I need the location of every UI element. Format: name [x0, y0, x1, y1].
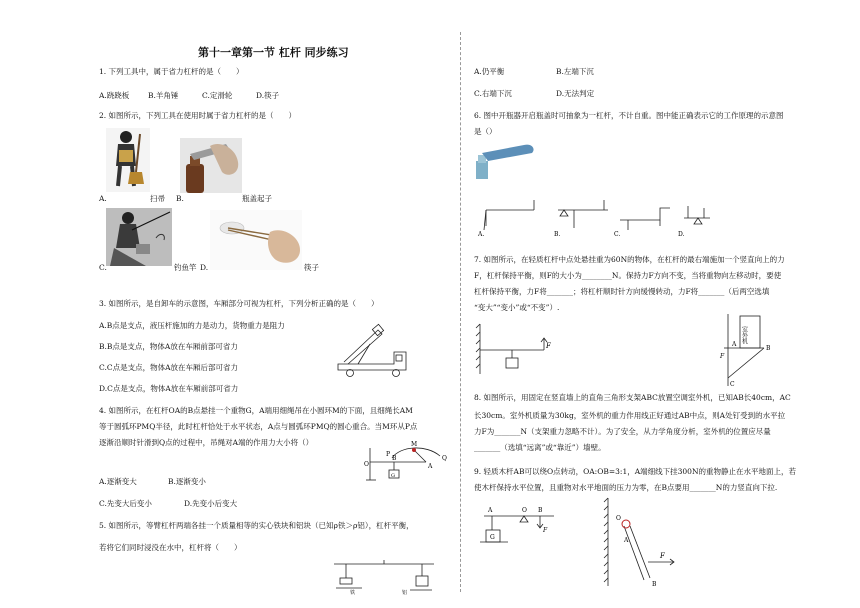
q4-option-d[interactable]: D.先变小后变大 — [184, 499, 238, 508]
q5-option-a[interactable]: A.仍平衡 — [474, 67, 505, 76]
bottle-opener-photo — [180, 138, 242, 193]
q4-option-a[interactable]: A.逐渐变大 — [99, 477, 137, 486]
q5-label-aluminum: 铝 — [402, 590, 408, 596]
q6-option-a-letter[interactable]: A. — [478, 231, 485, 238]
q8-label-b: B — [766, 345, 771, 352]
q5-label-iron: 铁 — [350, 590, 356, 596]
q5-option-b[interactable]: B.左端下沉 — [556, 67, 594, 76]
q4-label-o: O — [364, 461, 369, 468]
column-divider — [460, 32, 461, 592]
q4-label-b: B — [392, 455, 397, 462]
q6-option-c-letter[interactable]: C. — [614, 231, 621, 238]
q9-fig2-label-a: A — [624, 537, 629, 544]
q4-label-m: M — [411, 441, 418, 448]
q7-line-4: “变大”“变小”或“不变”）. — [474, 303, 560, 312]
q1-option-b[interactable]: B.羊角锤 — [148, 91, 179, 100]
q1-stem: 1. 下列工具中，属于省力杠杆的是（ ） — [99, 67, 244, 76]
q8-line-3: 力F为_______N（支架重力忽略不计）。为了安全，从力学角度分析，室外机的位置应尽量 — [474, 427, 771, 436]
q4-label-a: A — [428, 463, 433, 470]
q2-option-b-caption: 瓶盖起子 — [242, 194, 272, 203]
q3-option-a[interactable]: A.B点是支点，液压杆施加的力是动力，货物重力是阻力 — [99, 321, 285, 330]
q2-option-c-caption: 钓鱼竿 — [174, 263, 197, 272]
equal-arm-lever-diagram — [332, 560, 436, 600]
q2-option-d-caption: 筷子 — [304, 263, 319, 272]
q7-line-2: F，杠杆保持平衡，则F的大小为________N。保持力F方向不变，当将重物向左移动时，要使 — [474, 271, 782, 280]
q2-option-d-letter[interactable]: D. — [200, 263, 209, 272]
q2-option-c-letter[interactable]: C. — [99, 263, 107, 272]
q8-line-4: _______（选填“远离”或“靠近”）墙壁。 — [474, 443, 606, 452]
broom-photo — [106, 128, 150, 192]
q1-option-a[interactable]: A.跷跷板 — [99, 91, 130, 100]
q4-label-g: G — [391, 473, 395, 479]
q9-fig2-label-b: B — [652, 581, 657, 588]
q5-line-2: 若将它们同时浸没在水中，杠杆将（ ） — [99, 543, 242, 552]
q5-line-1: 5. 如图所示，等臂杠杆两端各挂一个质量相等的实心铁块和铝块（已知ρ铁＞ρ铝），杠杆平衡， — [99, 521, 414, 530]
q8-line-2: 长30cm。室外机质量为30kg，室外机的重力作用线正好通过AB中点，则A处钉受到的水平拉 — [474, 411, 786, 420]
q9-fig2-label-f: F — [660, 552, 665, 560]
q4-line-2: 等于圆弧环PMQ半径，此时杠杆恰处于水平状态，A点与圆弧环PMQ的圆心重合。当M环从P点 — [99, 422, 418, 431]
q8-line-1: 8. 如图所示，用固定在竖直墙上的直角三角形支架ABC放置空调室外机，已知AB长40cm，AC — [474, 393, 791, 402]
q7-lever-diagram — [474, 320, 558, 376]
q7-line-3: 杠杆保持平衡，力F将_______；将杠杆顺时针方向缓慢转动，力F将_______（后两空选填 — [474, 287, 770, 296]
chopsticks-photo — [210, 210, 302, 270]
q4-line-1: 4. 如图所示，在杠杆OA的B点悬挂一个重物G，A端用细绳吊在小圆环M的下面，且细绳长AM — [99, 406, 413, 415]
q6-line-1: 6. 图中开瓶器开启瓶盖时可抽象为一杠杆，不计自重。图中能正确表示它的工作原理的示意图 — [474, 111, 784, 120]
q5-option-c[interactable]: C.右端下沉 — [474, 89, 512, 98]
q3-option-c[interactable]: C.C点是支点，物体A放在车厢后部可省力 — [99, 363, 239, 372]
q7-line-1: 7. 如图所示，在轻质杠杆中点处悬挂重为60N的物体，在杠杆的最右端施加一个竖直向上的力 — [474, 255, 785, 264]
q4-option-b[interactable]: B.逐渐变小 — [168, 477, 206, 486]
arc-ring-lever-diagram — [356, 440, 448, 488]
dump-truck-diagram — [330, 322, 410, 382]
q4-label-q: Q — [442, 455, 447, 462]
q9-fig1-label-g: G — [490, 534, 495, 541]
q6-option-b-letter[interactable]: B. — [554, 231, 561, 238]
q9-lever-diagram — [480, 500, 560, 552]
q2-option-b-letter[interactable]: B. — [176, 194, 184, 203]
q9-line-2: 使木杆保持水平位置，且重物对水平地面的压力为零，在B点要用_______N的力竖直向下拉. — [474, 483, 778, 492]
q2-option-a-caption: 扫帚 — [150, 194, 165, 203]
q3-option-d[interactable]: D.C点是支点，物体A放在车厢前部可省力 — [99, 384, 239, 393]
q5-option-d[interactable]: D.无法判定 — [556, 89, 595, 98]
q9-fig1-label-a: A — [488, 507, 493, 514]
q9-fig2-label-o: O — [616, 515, 621, 522]
q7-force-label: F — [546, 342, 551, 350]
q9-rotated-lever-diagram — [604, 496, 688, 588]
fishing-rod-photo — [106, 208, 172, 266]
q9-line-1: 9. 轻质木杆AB可以绕O点转动，OA:OB=3:1，A端细线下挂300N的重物静止在水平地面上，若 — [474, 467, 797, 476]
q8-label-f: F — [720, 353, 725, 360]
q9-fig1-label-f: F — [543, 527, 548, 534]
q9-fig1-label-o: O — [522, 507, 527, 514]
q6-line-2: 是（） — [474, 127, 497, 136]
q1-option-c[interactable]: C.定滑轮 — [202, 91, 233, 100]
q8-label-c: C — [730, 381, 735, 388]
q8-label-a: A — [732, 341, 737, 348]
q8-unit-text: 室外机 — [740, 326, 748, 344]
q4-option-c[interactable]: C.先变大后变小 — [99, 499, 152, 508]
page-title: 第十一章第一节 杠杆 同步练习 — [198, 46, 349, 59]
bottle-opener-icon-photo — [476, 143, 538, 179]
q1-option-d[interactable]: D.筷子 — [256, 91, 280, 100]
q4-label-p: P — [386, 451, 391, 458]
q4-line-3: 逐渐沿顺时针滑到Q点的过程中，吊绳对A端的作用力大小将（） — [99, 438, 314, 447]
q6-lever-options — [474, 192, 714, 240]
q6-option-d-letter[interactable]: D. — [678, 231, 685, 238]
q9-fig1-label-b: B — [538, 507, 543, 514]
q2-option-a-letter[interactable]: A. — [99, 194, 107, 203]
q8-bracket-diagram — [720, 312, 780, 388]
q3-option-b[interactable]: B.B点是支点，物体A放在车厢前部可省力 — [99, 342, 238, 351]
q3-stem: 3. 如图所示，是自卸车的示意图，车厢部分可视为杠杆，下列分析正确的是（ ） — [99, 299, 379, 308]
q2-stem: 2. 如图所示，下列工具在使用时属于省力杠杆的是（ ） — [99, 111, 297, 120]
